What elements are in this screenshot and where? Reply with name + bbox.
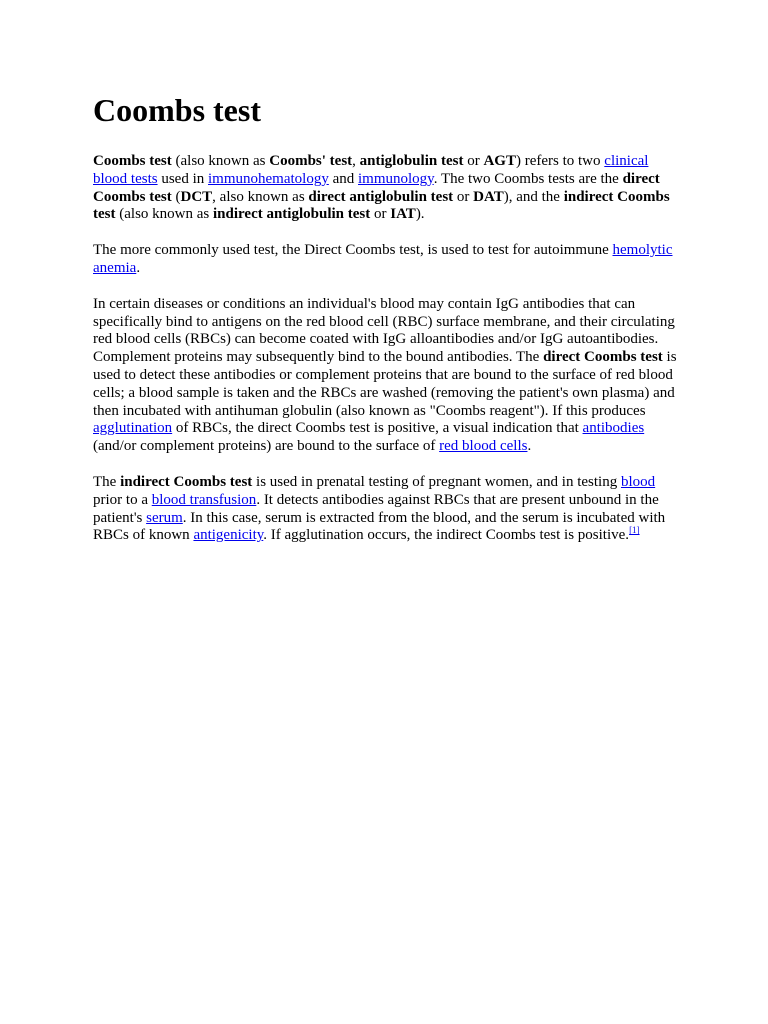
article bbox=[93, 90, 681, 563]
text-span: ), and the bbox=[503, 188, 564, 205]
text-span: The bbox=[93, 473, 121, 490]
link-clinical-blood-tests[interactable]: clinical blood tests bbox=[93, 153, 649, 187]
intro-paragraph bbox=[93, 153, 681, 224]
text-span: or bbox=[463, 153, 484, 169]
text-span: (also known as bbox=[115, 206, 213, 223]
text-span: . The two Coombs tests are the bbox=[433, 170, 623, 187]
link-red-blood-cells[interactable]: red blood cells bbox=[439, 438, 528, 455]
link-antibodies[interactable]: antibodies bbox=[582, 420, 645, 437]
text-span: (and/or complement proteins) are bound to the surface of bbox=[93, 438, 440, 455]
text-span: ). bbox=[415, 206, 425, 223]
text-span: , bbox=[352, 153, 360, 169]
term-indirect-coombs-test: indirect Coombs test bbox=[120, 473, 253, 490]
page-title: Coombs test bbox=[93, 92, 261, 128]
term-direct-coombs-test: direct Coombs test bbox=[93, 170, 660, 205]
term-dat: DAT bbox=[473, 188, 504, 205]
text-span: . It detects antibodies against RBCs that are present unbound in the patient's bbox=[93, 491, 659, 526]
link-serum[interactable]: serum bbox=[146, 509, 183, 526]
text-span: or bbox=[370, 206, 391, 223]
term-coombs-test-alt: Coombs' test bbox=[269, 153, 353, 169]
text-span: is used to detect these antibodies or complement proteins that are bound to the surface of red blood cells; a blood sample is taken and the RBCs are washed (removing the patient's own plasma) and then incubated with antihuman globulin (also known as "Coombs reagent"). If this produces bbox=[93, 349, 677, 419]
text-span: used in bbox=[157, 170, 209, 187]
text-span: ( bbox=[171, 188, 181, 205]
direct-test-summary-paragraph bbox=[93, 242, 681, 278]
text-span: . In this case, serum is extracted from the blood, and the serum is incubated with RBCs of known bbox=[93, 509, 666, 544]
text-span: . bbox=[136, 259, 141, 276]
text-span: and bbox=[328, 170, 359, 187]
reference-superscript bbox=[629, 525, 640, 535]
text-span: . If agglutination occurs, the indirect Coombs test is positive. bbox=[263, 527, 630, 544]
link-agglutination[interactable]: agglutination bbox=[93, 420, 173, 437]
term-direct-coombs-test: direct Coombs test bbox=[543, 349, 663, 366]
term-antiglobulin-test: antiglobulin test bbox=[359, 153, 464, 169]
citation-link-1[interactable]: [1] bbox=[629, 525, 640, 536]
text-span: ) refers to two bbox=[515, 153, 605, 169]
text-span: . bbox=[527, 438, 532, 455]
text-span: of RBCs, the direct Coombs test is positive, a visual indication that bbox=[172, 420, 583, 437]
indirect-test-paragraph bbox=[93, 474, 681, 545]
link-immunology[interactable]: immunology bbox=[358, 170, 434, 187]
term-coombs-test: Coombs test bbox=[93, 153, 172, 169]
direct-test-paragraph bbox=[93, 296, 681, 456]
term-direct-antiglobulin-test: direct antiglobulin test bbox=[308, 188, 454, 205]
term-agt: AGT bbox=[483, 153, 516, 169]
text-span: or bbox=[453, 188, 474, 205]
text-span: , also known as bbox=[212, 188, 309, 205]
text-span: (also known as bbox=[171, 153, 270, 169]
text-span: is used in prenatal testing of pregnant women, and in testing bbox=[252, 473, 621, 490]
link-hemolytic-anemia[interactable]: hemolytic anemia bbox=[93, 242, 673, 276]
text-span: In certain diseases or conditions an individual's blood may contain IgG antibodies that can specifically bind to antigens on the red blood cell (RBC) surface membrane, and their circulating red blood cells (RBCs) can become coated with IgG alloantibodies and/or IgG autoantibodies. Complement proteins may subsequently bind to the bound antibodies. The bbox=[93, 295, 675, 366]
term-iat: IAT bbox=[390, 206, 416, 223]
link-antigenicity[interactable]: antigenicity bbox=[193, 527, 264, 544]
term-indirect-antiglobulin-test: indirect antiglobulin test bbox=[213, 206, 371, 223]
term-dct: DCT bbox=[180, 188, 213, 205]
link-blood[interactable]: blood bbox=[620, 473, 656, 490]
text-span: The more commonly used test, the Direct Coombs test, is used to test for autoimmune bbox=[93, 242, 613, 259]
link-immunohematology[interactable]: immunohematology bbox=[208, 170, 329, 187]
text-span: prior to a bbox=[93, 491, 152, 508]
term-indirect-coombs-test: indirect Coombs test bbox=[93, 188, 670, 223]
link-blood-transfusion[interactable]: blood transfusion bbox=[151, 491, 257, 508]
